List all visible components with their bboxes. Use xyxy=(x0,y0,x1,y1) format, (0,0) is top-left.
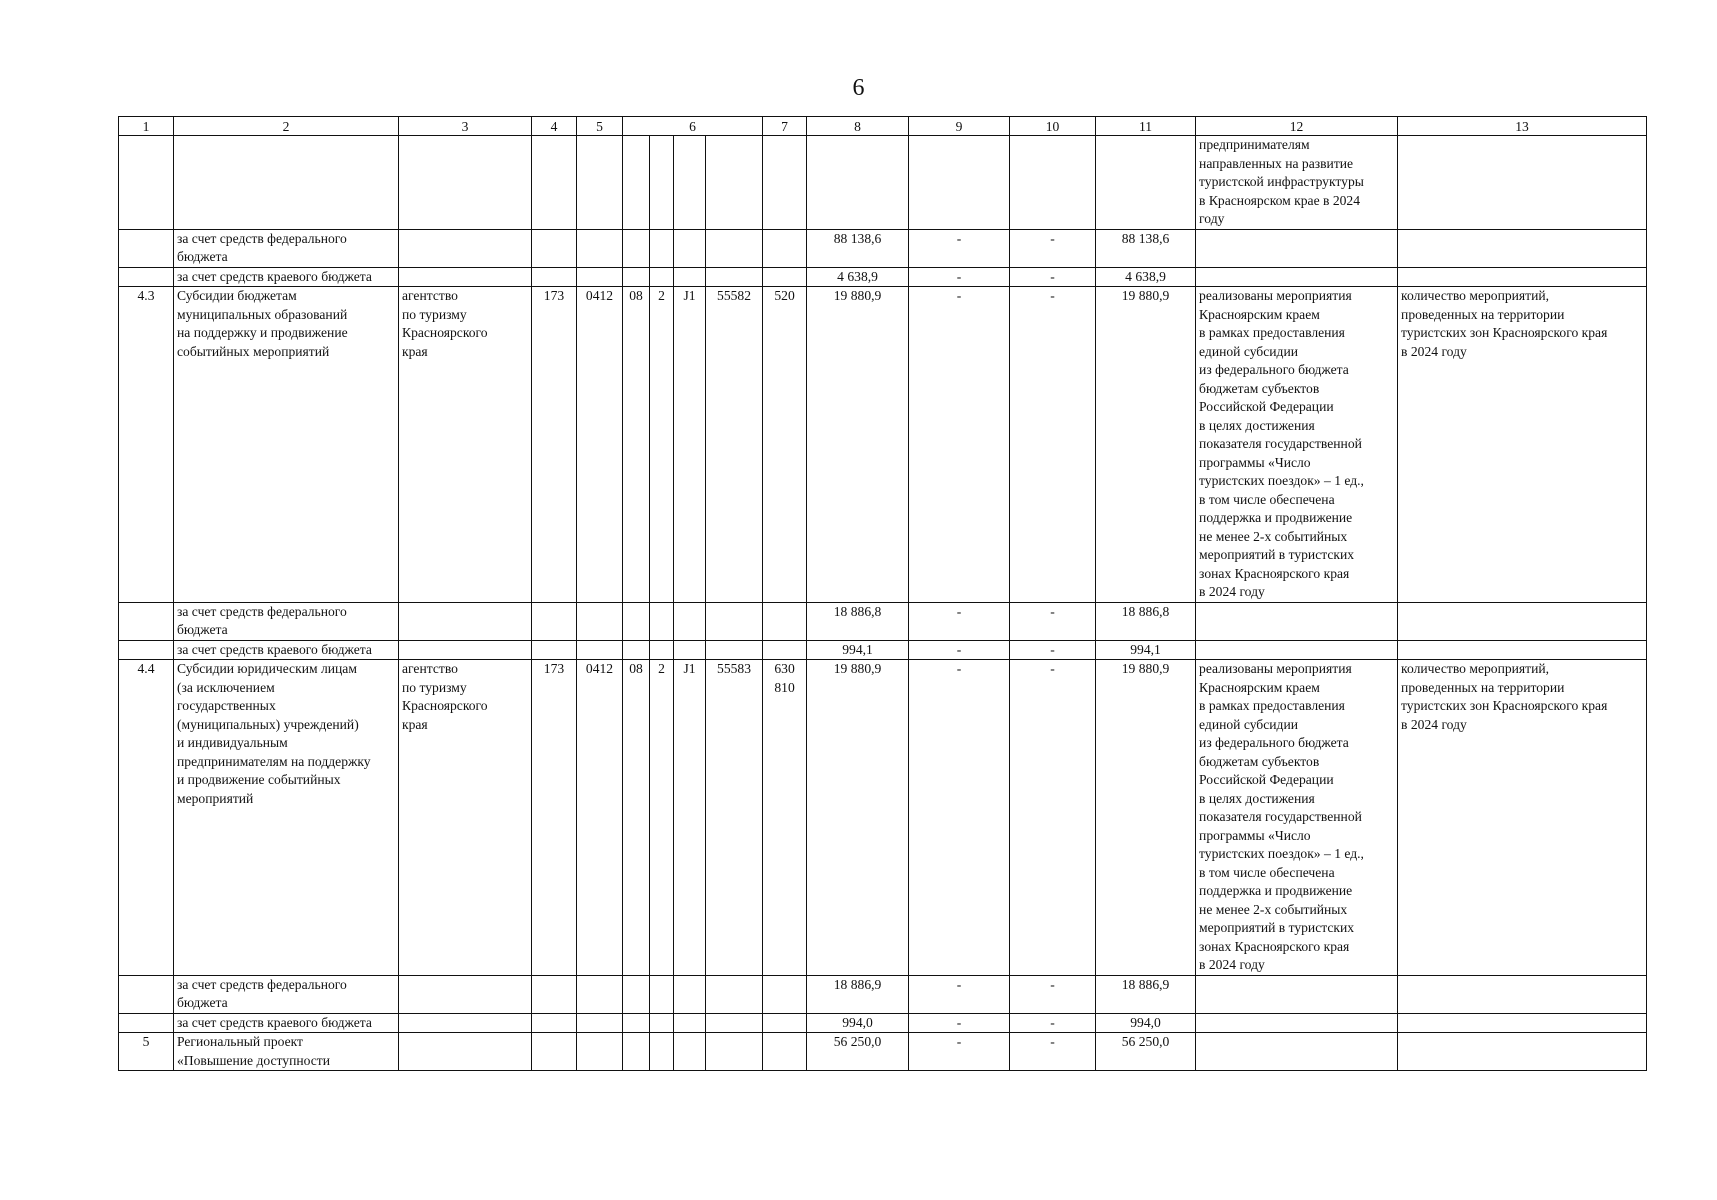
agency-cell: агентство по туризму Красноярского края xyxy=(399,287,532,603)
amount-cell: - xyxy=(1010,1033,1096,1071)
amount-cell: 4 638,9 xyxy=(807,267,909,287)
code-cell: 2 xyxy=(650,287,674,603)
row-number-cell: 4.4 xyxy=(119,660,174,976)
amount-cell: - xyxy=(1010,229,1096,267)
table-row xyxy=(119,660,1647,976)
table-row xyxy=(119,975,1647,1013)
code-cell: 520 xyxy=(763,287,807,603)
funding-source-cell: за счет средств краевого бюджета xyxy=(174,267,399,287)
code-cell: 08 xyxy=(623,660,650,976)
header-cell: 4 xyxy=(532,117,577,136)
header-cell: 9 xyxy=(909,117,1010,136)
page-number: 6 xyxy=(852,75,865,101)
table-row xyxy=(119,229,1647,267)
amount-cell: - xyxy=(909,1013,1010,1033)
budget-table xyxy=(118,116,1647,1071)
header-cell: 7 xyxy=(763,117,807,136)
header-cell: 1 xyxy=(119,117,174,136)
result-cell: реализованы мероприятия Красноярским краем в рамках предоставления единой субсидии из федерального бюджета бюджетам субъектов Российской Федерации в целях достижения показателя государственной программы «Число туристских поездок» – 1 ед., в том числе обеспечена поддержка и продвижение не менее 2-х событийных мероприятий в туристских зонах Красноярского края в 2024 году xyxy=(1196,287,1398,603)
code-cell: 55582 xyxy=(706,287,763,603)
amount-cell: 18 886,8 xyxy=(807,602,909,640)
agency-cell: агентство по туризму Красноярского края xyxy=(399,660,532,976)
funding-source-cell: за счет средств краевого бюджета xyxy=(174,640,399,660)
amount-cell: - xyxy=(1010,640,1096,660)
amount-cell: 994,0 xyxy=(1096,1013,1196,1033)
amount-cell: - xyxy=(909,267,1010,287)
code-cell: 173 xyxy=(532,287,577,603)
amount-cell: 19 880,9 xyxy=(1096,660,1196,976)
amount-cell: - xyxy=(1010,660,1096,976)
header-cell: 13 xyxy=(1398,117,1647,136)
funding-source-cell: за счет средств краевого бюджета xyxy=(174,1013,399,1033)
amount-cell: - xyxy=(909,602,1010,640)
code-cell: 55583 xyxy=(706,660,763,976)
code-cell: J1 xyxy=(674,660,706,976)
result-cell: реализованы мероприятия Красноярским краем в рамках предоставления единой субсидии из федерального бюджета бюджетам субъектов Российской Федерации в целях достижения показателя государственной программы «Число туристских поездок» – 1 ед., в том числе обеспечена поддержка и продвижение не менее 2-х событийных мероприятий в туристских зонах Красноярского края в 2024 году xyxy=(1196,660,1398,976)
code-cell: 0412 xyxy=(577,287,623,603)
header-cell: 6 xyxy=(623,117,763,136)
header-cell: 3 xyxy=(399,117,532,136)
table-row xyxy=(119,602,1647,640)
table-row xyxy=(119,267,1647,287)
header-cell: 2 xyxy=(174,117,399,136)
amount-cell: 18 886,9 xyxy=(1096,975,1196,1013)
amount-cell: 994,0 xyxy=(807,1013,909,1033)
code-cell: 08 xyxy=(623,287,650,603)
amount-cell: 994,1 xyxy=(1096,640,1196,660)
amount-cell: - xyxy=(909,660,1010,976)
amount-cell: 18 886,9 xyxy=(807,975,909,1013)
row-number-cell: 4.3 xyxy=(119,287,174,603)
header-cell: 5 xyxy=(577,117,623,136)
header-row xyxy=(119,117,1647,136)
funding-source-cell: за счет средств федерального бюджета xyxy=(174,229,399,267)
amount-cell: 56 250,0 xyxy=(1096,1033,1196,1071)
amount-cell: - xyxy=(909,640,1010,660)
table-row xyxy=(119,1033,1647,1071)
amount-cell: 19 880,9 xyxy=(807,287,909,603)
code-cell: 173 xyxy=(532,660,577,976)
indicator-cell: количество мероприятий, проведенных на территории туристских зон Красноярского края в 2024 году xyxy=(1398,287,1647,603)
row-number-cell: 5 xyxy=(119,1033,174,1071)
amount-cell: - xyxy=(909,229,1010,267)
table-row xyxy=(119,1013,1647,1033)
amount-cell: - xyxy=(1010,975,1096,1013)
table-row xyxy=(119,287,1647,603)
amount-cell: 18 886,8 xyxy=(1096,602,1196,640)
amount-cell: - xyxy=(1010,287,1096,603)
amount-cell: 88 138,6 xyxy=(807,229,909,267)
header-cell: 12 xyxy=(1196,117,1398,136)
table-row xyxy=(119,136,1647,230)
indicator-cell: количество мероприятий, проведенных на территории туристских зон Красноярского края в 2024 году xyxy=(1398,660,1647,976)
amount-cell: 19 880,9 xyxy=(807,660,909,976)
amount-cell: 88 138,6 xyxy=(1096,229,1196,267)
code-cell: 2 xyxy=(650,660,674,976)
measure-name-cell: Региональный проект «Повышение доступности xyxy=(174,1033,399,1071)
measure-name-cell: Субсидии бюджетам муниципальных образований на поддержку и продвижение событийных мероприятий xyxy=(174,287,399,603)
amount-cell: - xyxy=(1010,267,1096,287)
code-cell: J1 xyxy=(674,287,706,603)
amount-cell: 19 880,9 xyxy=(1096,287,1196,603)
funding-source-cell: за счет средств федерального бюджета xyxy=(174,975,399,1013)
result-cell: предпринимателям направленных на развитие туристской инфраструктуры в Красноярском крае в 2024 году xyxy=(1196,136,1398,230)
table-row xyxy=(119,640,1647,660)
amount-cell: - xyxy=(909,287,1010,603)
amount-cell: - xyxy=(909,975,1010,1013)
amount-cell: - xyxy=(1010,602,1096,640)
header-cell: 11 xyxy=(1096,117,1196,136)
amount-cell: 994,1 xyxy=(807,640,909,660)
measure-name-cell: Субсидии юридическим лицам (за исключением государственных (муниципальных) учреждений) и индивидуальным предпринимателям на поддержку и продвижение событийных мероприятий xyxy=(174,660,399,976)
header-cell: 10 xyxy=(1010,117,1096,136)
code-cell: 630 810 xyxy=(763,660,807,976)
code-cell: 0412 xyxy=(577,660,623,976)
header-cell: 8 xyxy=(807,117,909,136)
funding-source-cell: за счет средств федерального бюджета xyxy=(174,602,399,640)
amount-cell: - xyxy=(1010,1013,1096,1033)
amount-cell: - xyxy=(909,1033,1010,1071)
amount-cell: 4 638,9 xyxy=(1096,267,1196,287)
amount-cell: 56 250,0 xyxy=(807,1033,909,1071)
